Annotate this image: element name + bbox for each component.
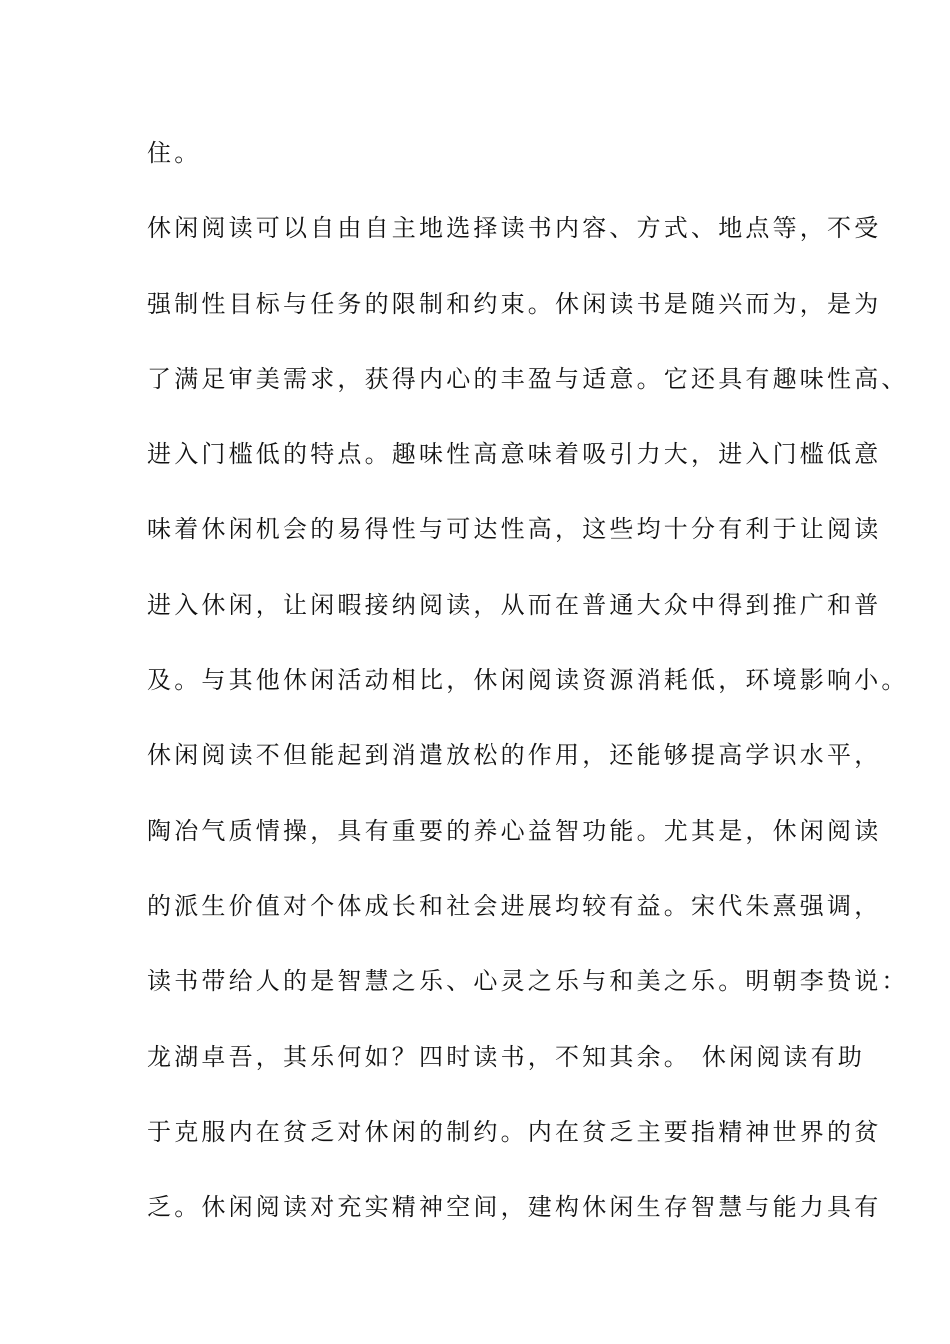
- text-line: 及。与其他休闲活动相比，休闲阅读资源消耗低，环境影响小。: [147, 666, 909, 695]
- text-line: 陶冶气质情操，具有重要的养心益智功能。尤其是，休闲阅读: [147, 816, 882, 845]
- text-line: 休闲阅读不但能起到消遣放松的作用，还能够提高学识水平，: [147, 741, 882, 770]
- body-text: [147, 131, 909, 1260]
- text-line: 读书带给人的是智慧之乐、心灵之乐与和美之乐。明朝李贽说：: [147, 967, 909, 996]
- text-line: 的派生价值对个体成长和社会进展均较有益。宋代朱熹强调，: [147, 891, 882, 920]
- text-line: 味着休闲机会的易得性与可达性高，这些均十分有利于让阅读: [147, 515, 882, 544]
- text-line: 进入门槛低的特点。趣味性高意味着吸引力大，进入门槛低意: [147, 440, 882, 469]
- text-line: 休闲阅读可以自由自主地选择读书内容、方式、地点等，不受: [147, 214, 882, 243]
- text-line: 强制性目标与任务的限制和约束。休闲读书是随兴而为，是为: [147, 289, 882, 318]
- text-line: 进入休闲，让闲暇接纳阅读，从而在普通大众中得到推广和普: [147, 590, 882, 619]
- text-line: 了满足审美需求，获得内心的丰盈与适意。它还具有趣味性高、: [147, 364, 909, 393]
- text-line: 乏。休闲阅读对充实精神空间，建构休闲生存智慧与能力具有: [147, 1193, 882, 1222]
- text-line: 龙湖卓吾，其乐何如？四时读书，不知其余。 休闲阅读有助: [147, 1042, 866, 1071]
- text-line: 于克服内在贫乏对休闲的制约。内在贫乏主要指精神世界的贫: [147, 1117, 882, 1146]
- text-line: 住。: [147, 139, 202, 167]
